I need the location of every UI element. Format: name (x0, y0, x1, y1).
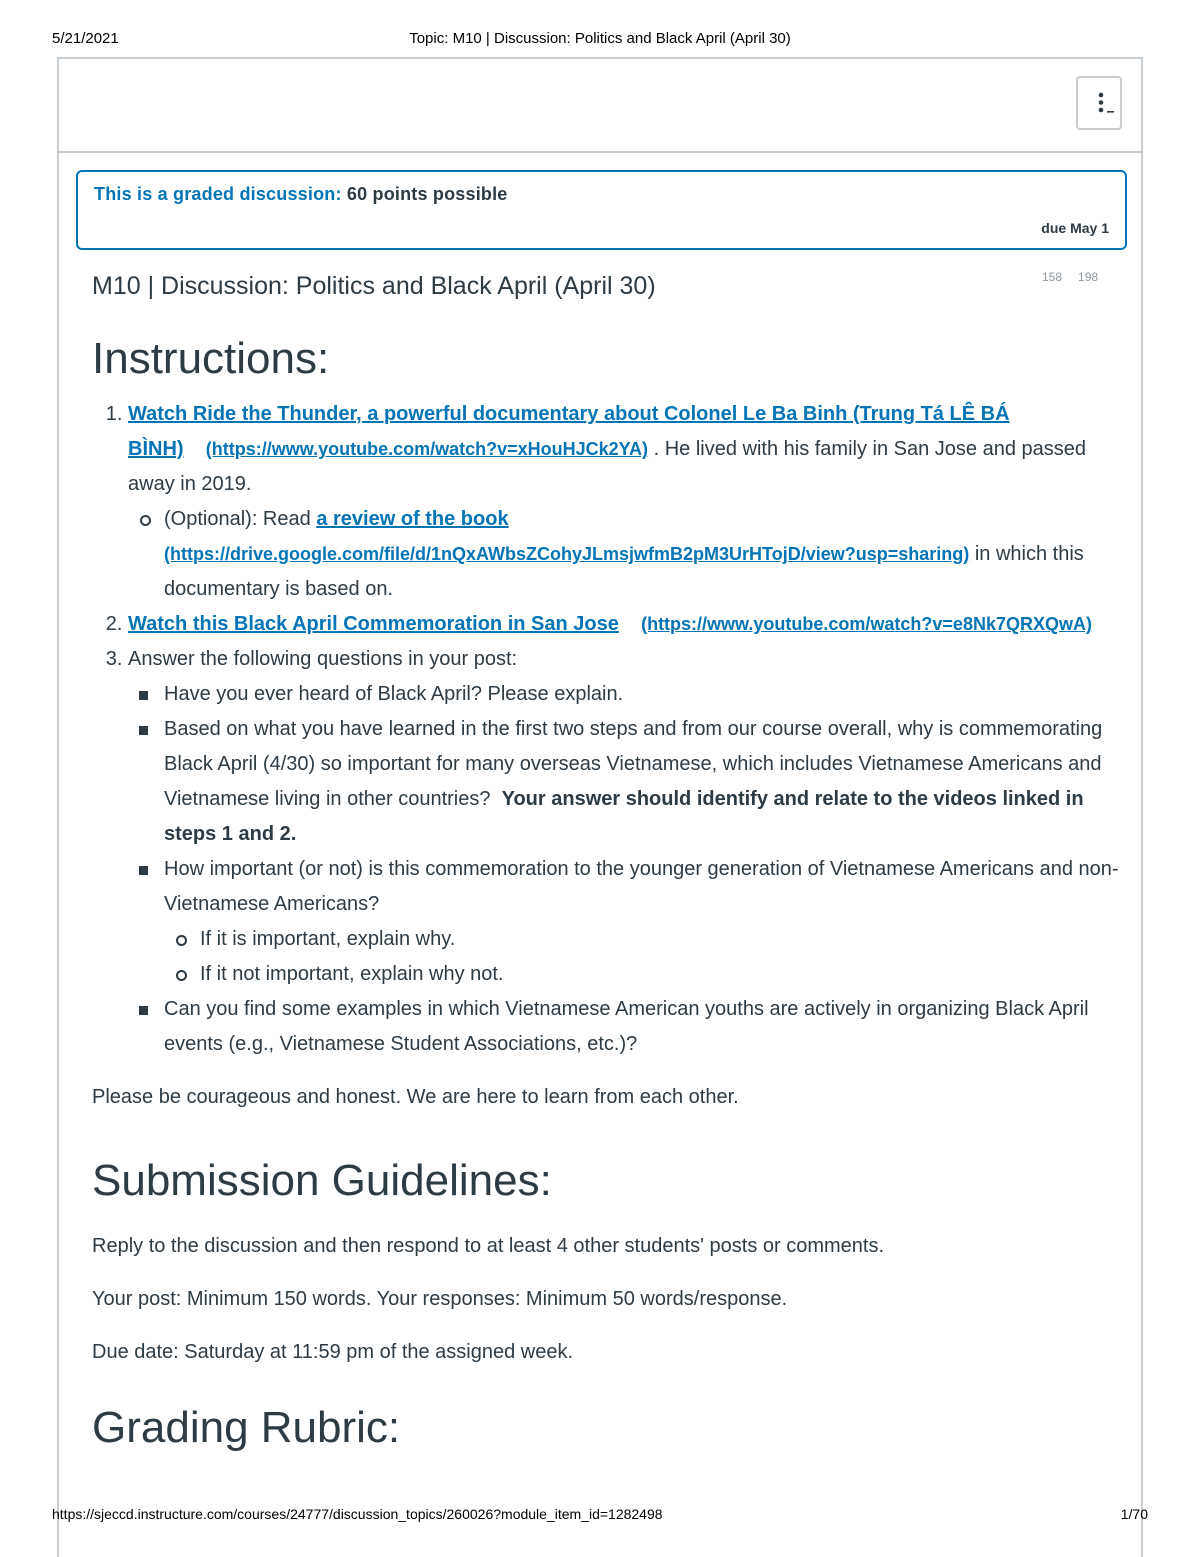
graded-label: This is a graded discussion: (94, 184, 342, 204)
print-url: https://sjeccd.instructure.com/courses/24777/discussion_topics/260026?module_item_id=1282498 (52, 1506, 663, 1522)
optional-after-text: in which this documentary is based on. (164, 543, 1084, 600)
optional-prefix: (Optional): Read (164, 508, 311, 530)
commemoration-url[interactable]: (https://www.youtube.com/watch?v=e8Nk7QRXQwA) (641, 614, 1092, 634)
list-item (128, 607, 1122, 642)
commemoration-link[interactable]: Watch this Black April Commemoration in San Jose (128, 613, 619, 635)
list-item (164, 712, 1122, 852)
points-possible: 60 points possible (346, 184, 508, 204)
submission-heading: Submission Guidelines: (92, 1156, 552, 1205)
page-number: 1/70 (1120, 1506, 1148, 1522)
print-header (0, 30, 1200, 50)
list-item (128, 397, 1122, 607)
settings-menu-button[interactable] (1076, 76, 1122, 130)
book-review-url[interactable]: (https://drive.google.com/file/d/1nQxAWbsZCohyJLmsjwfmB2pM3UrHTojD/view?usp=sharing) (164, 544, 970, 564)
list-item: Can you find some examples in which Vietnamese American youths are actively in organizing Black April events (e.g., Vietnamese Student Associations, etc.)? (164, 992, 1122, 1062)
page-title: M10 | Discussion: Politics and Black April (April 30) (92, 272, 656, 300)
print-date: 5/21/2021 (52, 30, 119, 47)
step1-after-text: . He lived with his family in San Jose and passed away in 2019. (128, 438, 1087, 495)
list-item: If it is important, explain why. (200, 922, 1122, 957)
instructions-heading: Instructions: (92, 334, 330, 383)
list-item: If it not important, explain why not. (200, 957, 1122, 992)
ride-the-thunder-url[interactable]: (https://www.youtube.com/watch?v=xHouHJCk2YA) (205, 439, 649, 459)
question-text: How important (or not) is this commemoration to the younger generation of Vietnamese Americans and non-Vietnamese Americans? (164, 858, 1119, 915)
discussion-toolbar (59, 59, 1141, 153)
list-item (164, 502, 1122, 607)
discussion-body (92, 329, 1122, 1458)
question-emphasis: Your answer should identify and relate to the videos linked in steps 1 and 2. (164, 788, 1084, 845)
submission-text: Due date: Saturday at 11:59 pm of the assigned week. (92, 1341, 574, 1363)
due-date: due May 1 (1041, 220, 1109, 236)
graded-discussion-notice (76, 170, 1127, 250)
total-count: 198 (1078, 270, 1099, 284)
instructions-list (92, 397, 1122, 1062)
list-item (128, 642, 1122, 1062)
list-item (164, 852, 1122, 992)
ride-the-thunder-link[interactable]: Watch Ride the Thunder, a powerful documentary about Colonel Le Ba Binh (Trung Tá LÊ BÁ BÌNH) (128, 403, 1010, 460)
closing-text: Please be courageous and honest. We are here to learn from each other. (92, 1086, 739, 1108)
grading-heading: Grading Rubric: (92, 1403, 401, 1452)
submission-text: Reply to the discussion and then respond to at least 4 other students' posts or comments. (92, 1235, 885, 1257)
list-item: Have you ever heard of Black April? Please explain. (164, 677, 1122, 712)
book-review-link[interactable]: a review of the book (316, 508, 509, 530)
unread-count: 158 (1042, 270, 1063, 284)
reply-counts (1042, 270, 1114, 284)
submission-text: Your post: Minimum 150 words. Your responses: Minimum 50 words/response. (92, 1288, 788, 1310)
step3-text: Answer the following questions in your post: (128, 648, 518, 670)
print-title: Topic: M10 | Discussion: Politics and Black April (April 30) (409, 30, 791, 47)
kebab-menu-icon (1078, 78, 1120, 128)
question-text: Based on what you have learned in the first two steps and from our course overall, why is commemorating Black April (4/30) so important for many overseas Vietnamese, which includes Vietnamese Americans and Vietnamese living in other countries? (164, 718, 1103, 810)
discussion-frame (57, 57, 1143, 1557)
